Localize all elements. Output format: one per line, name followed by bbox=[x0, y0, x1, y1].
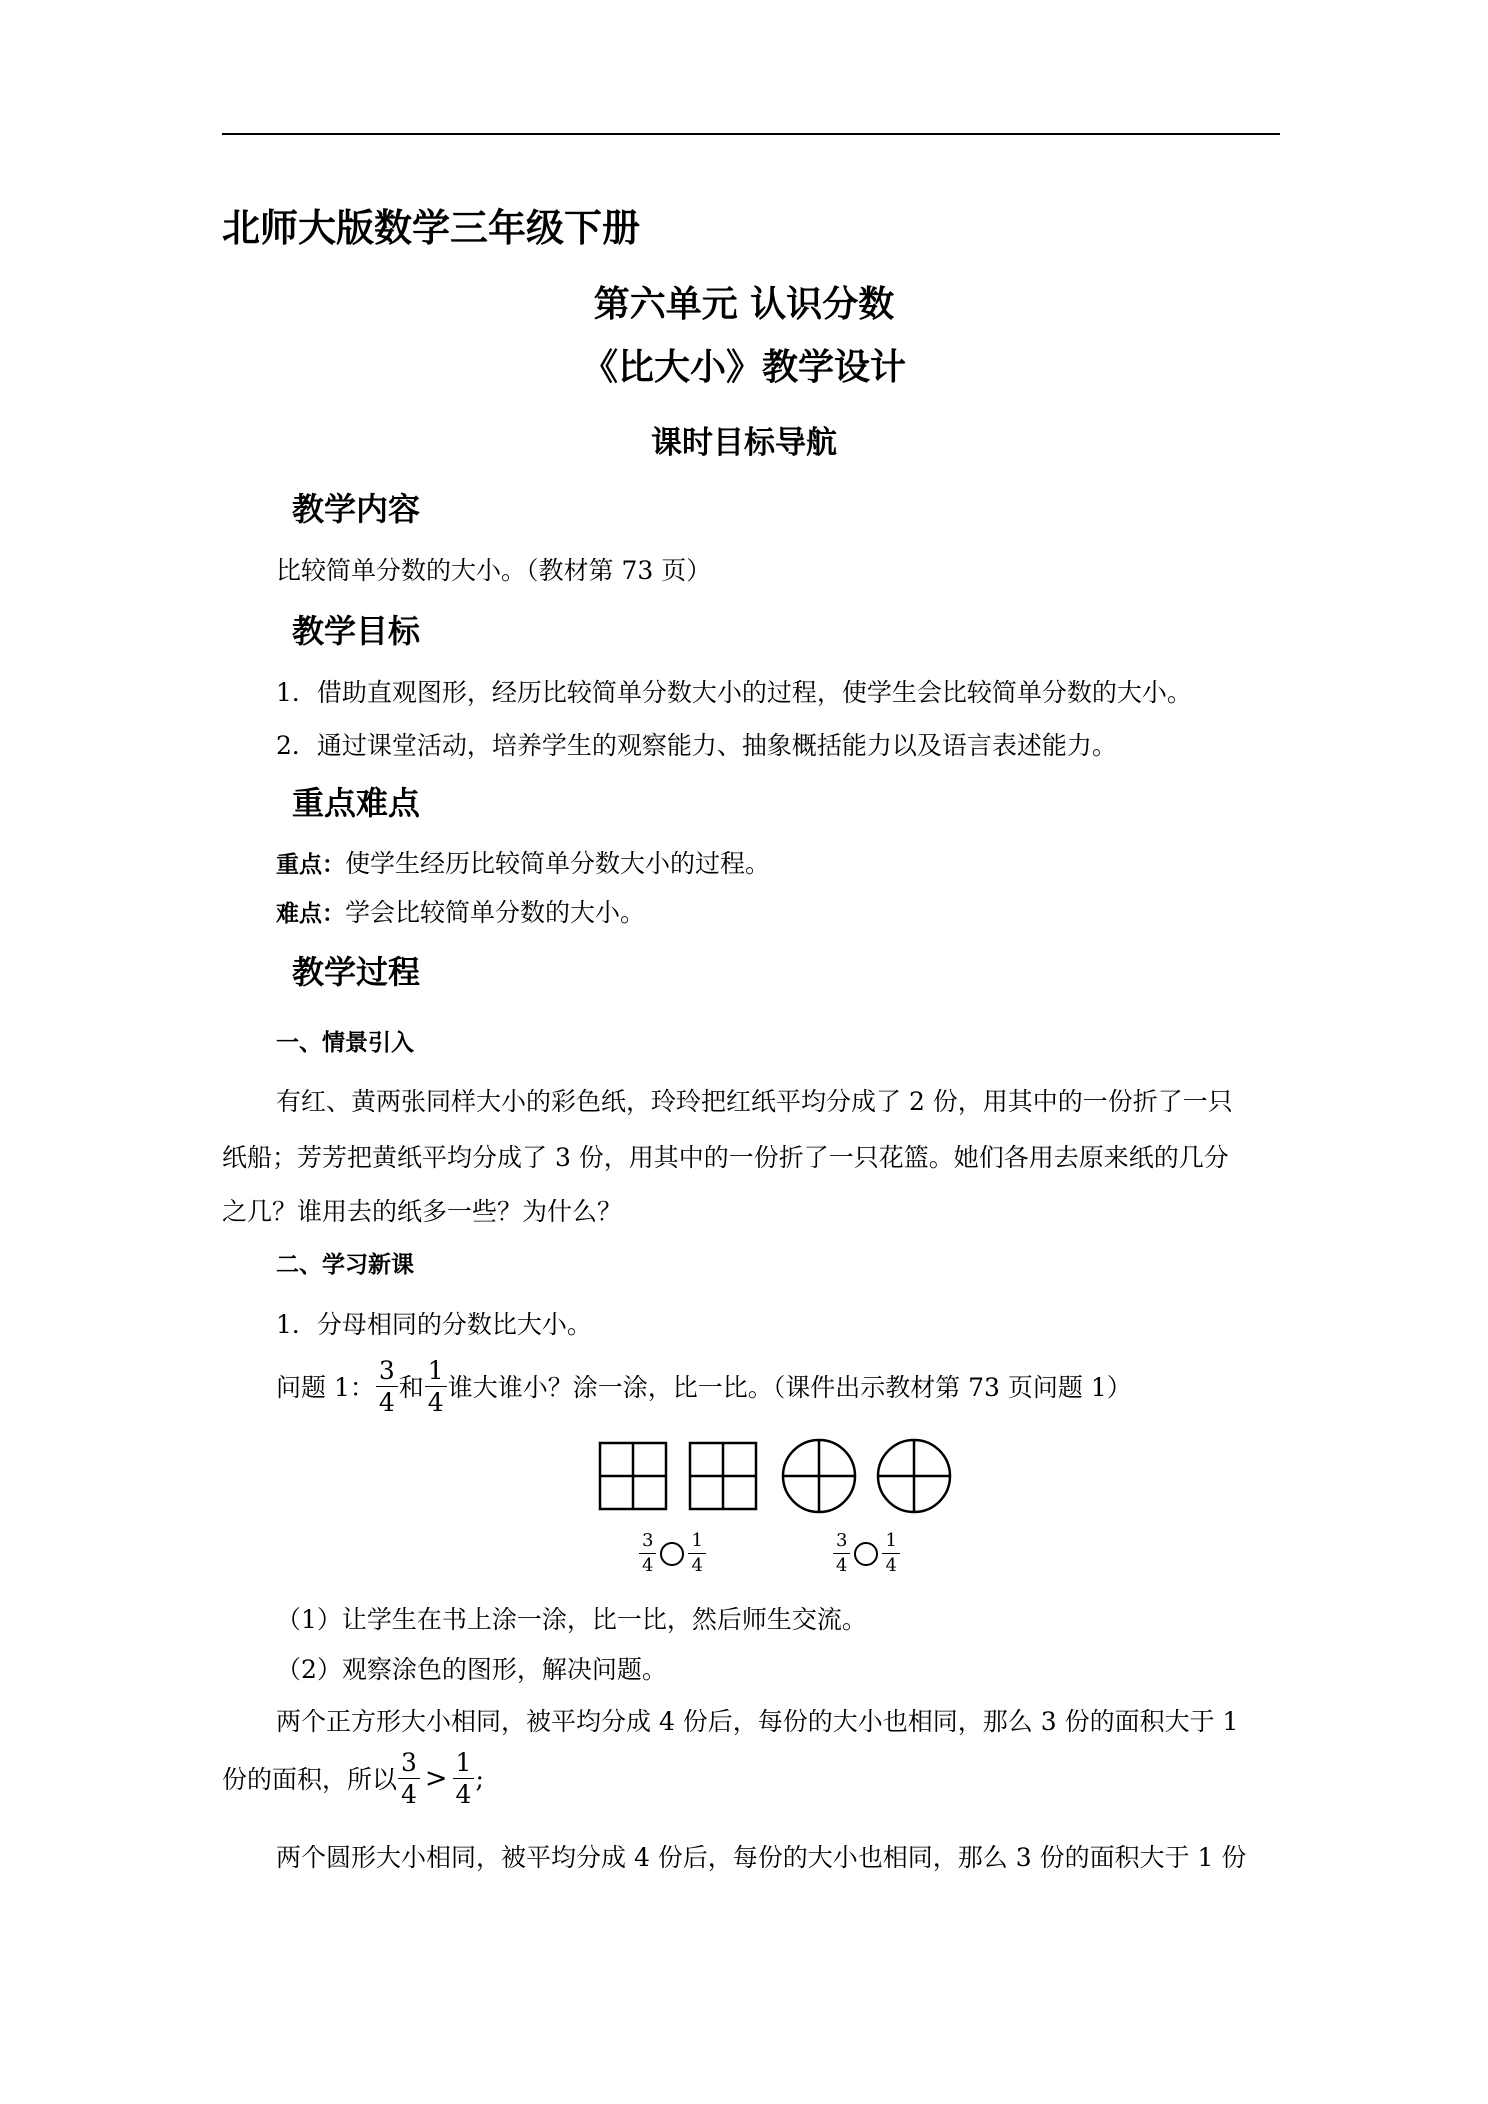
nav-title: 课时目标导航 bbox=[651, 425, 837, 461]
fraction-numerator: 3 bbox=[376, 1358, 398, 1387]
unit-title: 第六单元 认识分数 bbox=[593, 284, 895, 325]
goals-heading: 教学目标 bbox=[292, 612, 421, 650]
key-text: 使学生经历比较简单分数大小的过程。 bbox=[345, 849, 771, 878]
problem1-connector: 和 bbox=[398, 1373, 424, 1402]
fraction-numerator: 1 bbox=[882, 1532, 899, 1554]
fraction-denominator: 4 bbox=[691, 1555, 703, 1576]
square-shape-2 bbox=[690, 1443, 756, 1509]
fraction-denominator: 4 bbox=[427, 1387, 444, 1417]
fraction-numerator: 3 bbox=[639, 1532, 656, 1554]
fraction-denominator: 4 bbox=[378, 1387, 395, 1417]
header-rule bbox=[222, 133, 1280, 135]
fraction-three-quarters bbox=[833, 1532, 850, 1575]
circle-comparison bbox=[832, 1532, 901, 1575]
fraction-comparison-figure bbox=[596, 1438, 958, 1593]
content-text: 比较简单分数的大小。（教材第 73 页） bbox=[276, 556, 712, 585]
square-shape-1 bbox=[600, 1443, 666, 1509]
fraction-numerator: 3 bbox=[833, 1532, 850, 1554]
difficulty-label: 难点： bbox=[276, 901, 345, 927]
fraction-numerator: 1 bbox=[453, 1750, 475, 1779]
part1-heading: 一、情景引入 bbox=[276, 1030, 414, 1056]
fraction-numerator: 1 bbox=[688, 1532, 705, 1554]
fraction-numerator: 3 bbox=[398, 1750, 420, 1779]
step1-text: （1）让学生在书上涂一涂，比一比，然后师生交流。 bbox=[276, 1605, 867, 1634]
fraction-denominator: 4 bbox=[885, 1555, 897, 1576]
circle-shape-2 bbox=[878, 1440, 950, 1512]
circle-shape-1 bbox=[783, 1440, 855, 1512]
part1-line-2: 纸船；芳芳把黄纸平均分成了 3 份，用其中的一份折了一只花篮。她们各用去原来纸的几分 bbox=[222, 1143, 1229, 1172]
goal-item-1: 1．借助直观图形，经历比较简单分数大小的过程，使学生会比较简单分数的大小。 bbox=[276, 678, 1192, 707]
item1-text: 1．分母相同的分数比大小。 bbox=[276, 1310, 592, 1339]
fraction-three-quarters bbox=[639, 1532, 656, 1575]
fraction-one-quarter bbox=[882, 1532, 899, 1575]
goal-item-2: 2．通过课堂活动，培养学生的观察能力、抽象概括能力以及语言表述能力。 bbox=[276, 731, 1117, 760]
series-title: 北师大版数学三年级下册 bbox=[222, 206, 641, 250]
comparison-circle-blank[interactable] bbox=[660, 1542, 684, 1566]
fraction-numerator: 1 bbox=[425, 1358, 447, 1387]
part1-line-1: 有红、黄两张同样大小的彩色纸，玲玲把红纸平均分成了 2 份，用其中的一份折了一只 bbox=[276, 1087, 1233, 1116]
key-heading: 重点难点 bbox=[292, 784, 421, 822]
part2-heading: 二、学习新课 bbox=[276, 1252, 414, 1278]
lesson-title: 《比大小》教学设计 bbox=[581, 347, 906, 388]
shape-diagram bbox=[596, 1438, 958, 1518]
difficulty-line bbox=[276, 893, 645, 929]
difficulty-text: 学会比较简单分数的大小。 bbox=[345, 898, 646, 927]
part1-line-3: 之几？谁用去的纸多一些？为什么？ bbox=[222, 1197, 623, 1226]
fraction-one-quarter bbox=[453, 1747, 475, 1809]
square-explanation-line-1: 两个正方形大小相同，被平均分成 4 份后，每份的大小也相同，那么 3 份的面积大于 1 bbox=[276, 1707, 1239, 1736]
problem1-suffix: 谁大谁小？涂一涂，比一比。（课件出示教材第 73 页问题 1） bbox=[447, 1373, 1132, 1402]
fraction-one-quarter bbox=[425, 1355, 447, 1417]
fraction-three-quarters bbox=[398, 1747, 420, 1809]
square-explanation-line-2 bbox=[222, 1748, 484, 1808]
square-line2-end: ; bbox=[475, 1763, 484, 1793]
circle-explanation-line-1: 两个圆形大小相同，被平均分成 4 份后，每份的大小也相同，那么 3 份的面积大于 1 份 bbox=[276, 1843, 1247, 1872]
fraction-denominator: 4 bbox=[836, 1555, 848, 1576]
fraction-denominator: 4 bbox=[455, 1779, 472, 1809]
fraction-three-quarters bbox=[376, 1355, 398, 1417]
square-comparison bbox=[638, 1532, 707, 1575]
greater-than-sign: > bbox=[424, 1762, 448, 1794]
fraction-denominator: 4 bbox=[642, 1555, 654, 1576]
content-heading: 教学内容 bbox=[292, 490, 421, 528]
step2-text: （2）观察涂色的图形，解决问题。 bbox=[276, 1655, 667, 1684]
comparison-circle-blank[interactable] bbox=[854, 1542, 878, 1566]
square-line2-prefix: 份的面积，所以 bbox=[222, 1765, 398, 1794]
problem1-prefix: 问题 1： bbox=[276, 1373, 375, 1402]
fraction-one-quarter bbox=[688, 1532, 705, 1575]
problem1-line bbox=[276, 1356, 1132, 1416]
key-label: 重点： bbox=[276, 852, 345, 878]
key-point-line bbox=[276, 844, 770, 880]
process-heading: 教学过程 bbox=[292, 953, 421, 991]
fraction-denominator: 4 bbox=[401, 1779, 417, 1809]
